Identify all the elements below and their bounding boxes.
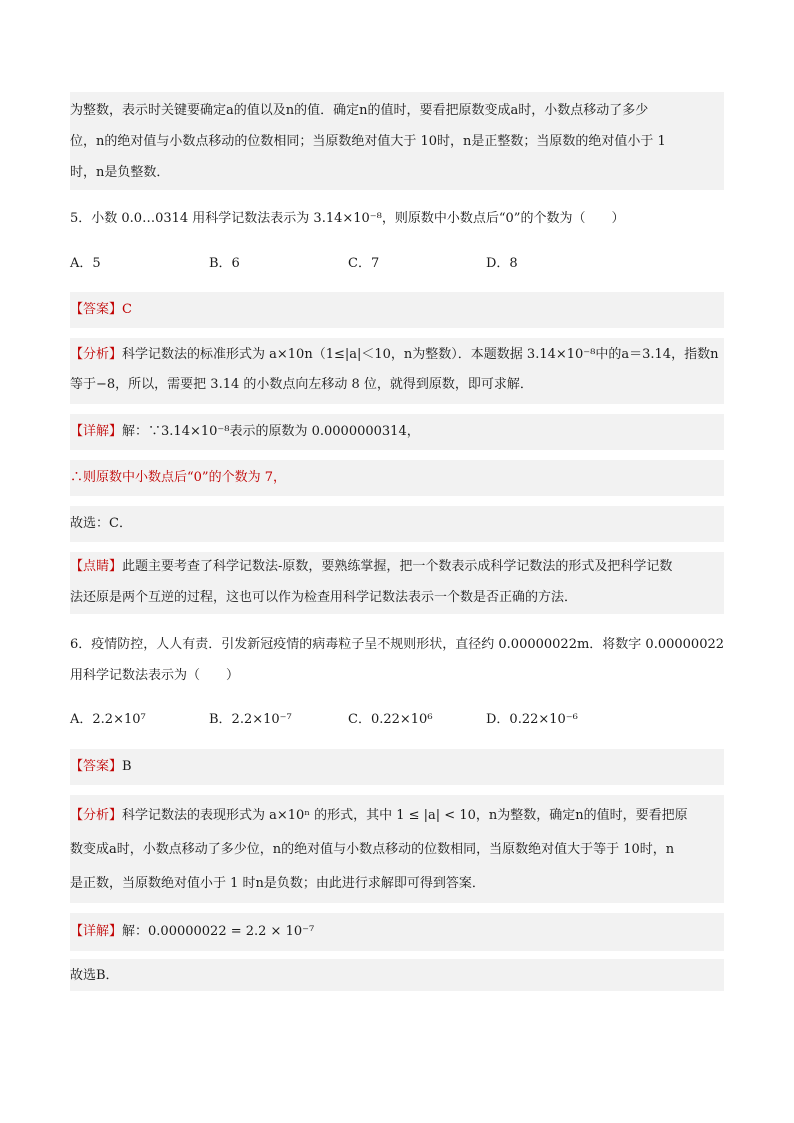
q5-analysis-line-2: 等于−8，所以，需要把 3.14 的小数点向左移动 8 位，就得到原数，即可求解．	[70, 377, 533, 392]
q5-analysis-line-1	[70, 346, 718, 364]
q5-analysis-block	[70, 338, 724, 404]
q5-detail-block	[70, 414, 724, 450]
q6-answer-block	[70, 749, 724, 785]
q6-options	[70, 711, 724, 731]
intro-explanation-block	[70, 92, 724, 190]
q6-conclusion-block	[70, 959, 724, 991]
q5-answer-block	[70, 292, 724, 328]
q6-stem-line-1: 6．疫情防控，人人有责．引发新冠疫情的病毒粒子呈不规则形状，直径约 0.00000022m．将数字 0.00000022	[70, 637, 725, 652]
q6-option-c: C．0.22×10⁶	[348, 712, 433, 727]
intro-line-2: 位，n的绝对值与小数点移动的位数相同；当原数绝对值大于 10时，n是正整数；当原数的绝对值小于 1	[70, 134, 666, 149]
q6-analysis-line-2: 数变成a时，小数点移动了多少位，n的绝对值与小数点移动的位数相同，当原数绝对值大于等于 10时，n	[70, 842, 675, 857]
q6-detail-tag: 【详解】	[70, 924, 123, 939]
intro-line-3: 时，n是负整数．	[70, 165, 170, 180]
q6-option-d: D．0.22×10⁻⁶	[486, 712, 578, 727]
q6-analysis-block	[70, 795, 724, 903]
q5-comment-block	[70, 552, 724, 614]
q6-analysis-tag: 【分析】	[70, 808, 123, 823]
q5-detail-line-2: ∴则原数中小数点后“0”的个数为 7，	[70, 470, 286, 485]
q5-option-c: C．7	[348, 256, 380, 271]
q6-analysis-text-1: 科学记数法的表现形式为 a×10ⁿ 的形式，其中 1 ≤ |a| < 10，n为整数，确定n的值时，要看把原	[122, 808, 688, 823]
q6-answer-line	[70, 758, 132, 776]
q5-detail-text-1: 解：∵3.14×10⁻⁸表示的原数为 0.0000000314，	[122, 424, 420, 439]
q5-analysis-tag: 【分析】	[70, 347, 123, 362]
q6-analysis-line-3: 是正数，当原数绝对值小于 1 时n是负数；由此进行求解即可得到答案．	[70, 876, 485, 891]
q6-answer-tag: 【答案】	[70, 759, 123, 774]
q5-analysis-text-1: 科学记数法的标准形式为 a×10n（1≤|a|＜10，n为整数）．本题数据 3.14×10⁻⁸中的a＝3.14，指数n	[122, 347, 719, 362]
q6-answer: B	[122, 759, 132, 774]
q5-detail-line-3: 故选：C．	[70, 516, 132, 531]
q5-option-b: B．6	[209, 256, 240, 271]
q6-analysis-line-1	[70, 807, 688, 825]
q5-answer-line	[70, 301, 132, 319]
q5-detail-line-1	[70, 423, 420, 441]
q5-comment-text-1: 此题主要考查了科学记数法-原数，要熟练掌握，把一个数表示成科学记数法的形式及把科学记数	[122, 559, 673, 574]
q6-detail-text: 解：0.00000022 = 2.2 × 10⁻⁷	[122, 924, 315, 939]
q5-detail-block-3	[70, 506, 724, 542]
q5-stem: 5．小数 0.0…0314 用科学记数法表示为 3.14×10⁻⁸，则原数中小数点后“0”的个数为（ ）	[70, 211, 625, 226]
q5-option-d: D．8	[486, 256, 518, 271]
q5-answer: C	[122, 302, 132, 317]
q5-option-a: A．5	[70, 256, 101, 271]
q5-comment-tag: 【点睛】	[70, 559, 123, 574]
intro-line-1: 为整数，表示时关键要确定a的值以及n的值．确定n的值时，要看把原数变成a时，小数点移动了多少	[70, 103, 649, 118]
q5-options	[70, 255, 724, 275]
q6-option-b: B．2.2×10⁻⁷	[209, 712, 292, 727]
q6-stem-line-2: 用科学记数法表示为（ ）	[70, 668, 240, 683]
q5-answer-tag: 【答案】	[70, 302, 123, 317]
q6-detail-block	[70, 913, 724, 951]
q6-conclusion: 故选B．	[70, 968, 119, 983]
q5-comment-line-1	[70, 558, 672, 576]
q6-detail-line	[70, 923, 314, 941]
q5-detail-tag: 【详解】	[70, 424, 123, 439]
q6-option-a: A．2.2×10⁷	[70, 712, 146, 727]
q5-detail-block-2	[70, 460, 724, 496]
q5-comment-line-2: 法还原是两个互逆的过程，这也可以作为检查用科学记数法表示一个数是否正确的方法．	[70, 590, 578, 605]
